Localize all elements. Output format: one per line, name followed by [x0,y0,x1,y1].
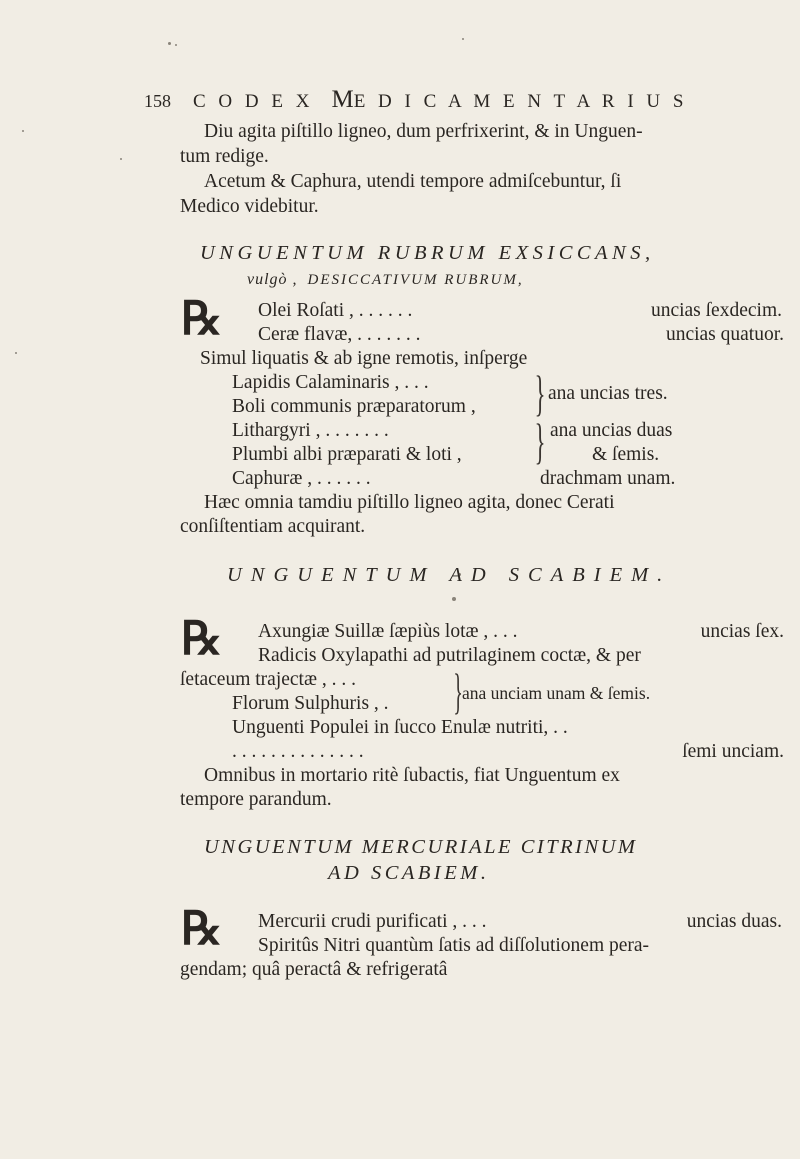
recipe-symbol: ℞ [181,293,221,344]
ingredient-line: Spiritûs Nitri quantùm ſatis ad diſſolutionem pera- [258,935,650,956]
ingredient-name: Ceræ flavæ, . . . . . . . [258,324,421,345]
ingredient-name: Olei Roſati , . . . . . . [258,300,413,321]
brace-icon: } [534,413,546,469]
subtitle-name: DESICCATIVUM RUBRUM, [307,272,524,288]
intro-line: Diu agita piſtillo ligneo, dum perfrixerint, & in Unguen- [204,121,643,142]
paper-speck [452,597,456,601]
running-title-initial: M [331,86,354,113]
ingredient-name: Plumbi albi præparati & loti , [232,444,462,465]
recipe-title: UNGUENTUM AD SCABIEM. [227,564,672,586]
ingredient-quantity: ana unciam unam & ſemis. [462,683,651,703]
direction-line: Hæc omnia tamdiu piſtillo ligneo agita, donec Cerati [204,492,615,513]
ingredient-name: Lithargyri , . . . . . . . [232,420,389,441]
ingredient-name: Florum Sulphuris , . [232,693,389,714]
intro-line: tum redige. [180,146,269,167]
ingredient-line: Radicis Oxylapathi ad putrilaginem coctæ, & per [258,645,641,666]
recipe-title: AD SCABIEM. [328,862,490,884]
paper-speck [462,38,464,40]
ingredient-quantity: ana uncias tres. [548,383,668,404]
ingredient-name: Caphuræ , . . . . . . [232,468,371,489]
ingredient-quantity: uncias ſexdecim. [650,300,782,321]
ingredient-line: gendam; quâ peractâ & refrigeratâ [180,959,448,980]
subtitle-prefix: vulgò , [247,271,298,288]
recipe-symbol: ℞ [181,613,221,664]
recipe-subtitle [247,271,524,289]
page-number: 158 [144,91,171,111]
intro-line: Medico videbitur. [180,196,319,217]
recipe-symbol: ℞ [181,903,221,954]
recipe-title: UNGUENTUM RUBRUM EXSICCANS, [200,242,655,264]
paper-speck [22,130,24,132]
direction-line: conſiſtentiam acquirant. [180,516,366,537]
ingredient-quantity: uncias ſex. [700,621,784,642]
brace-icon: } [453,663,463,719]
paper-speck [15,352,17,354]
ingredient-line: Unguenti Populei in ſucco Enulæ nutriti, . . [232,717,568,738]
running-title-codex: C O D E X [193,91,314,112]
ingredient-name: Lapidis Calaminaris , . . . [232,372,429,393]
running-header [144,86,687,114]
recipe-title: UNGUENTUM MERCURIALE CITRINUM [204,836,638,858]
ingredient-quantity: ana uncias duas [550,420,673,441]
ingredient-quantity: uncias duas. [686,911,782,932]
running-title-rest: E D I C A M E N T A R I U S [353,91,688,112]
dot-leader: . . . . . . . . . . . . . . [232,741,364,762]
ingredient-name: Mercurii crudi purificati , . . . [258,911,487,932]
direction-line: Omnibus in mortario ritè ſubactis, fiat Unguentum ex [204,765,620,786]
paper-speck [120,158,122,160]
instruction-line: Simul liquatis & ab igne remotis, inſperge [200,348,528,369]
ingredient-line: ſetaceum trajectæ , . . . [180,669,356,690]
intro-line: Acetum & Caphura, utendi tempore admiſcebuntur, ſi [204,171,622,192]
ingredient-quantity: & ſemis. [592,444,660,465]
paper-speck [175,44,177,46]
brace-icon: } [534,365,546,421]
ingredient-quantity: ſemi unciam. [682,741,784,762]
ingredient-quantity: uncias quatuor. [665,324,784,345]
paper-speck [168,42,171,45]
ingredient-quantity: drachmam unam. [540,468,676,489]
ingredient-name: Axungiæ Suillæ ſæpiùs lotæ , . . . [258,621,518,642]
direction-line: tempore parandum. [180,789,332,810]
ingredient-name: Boli communis præparatorum , [232,396,476,417]
